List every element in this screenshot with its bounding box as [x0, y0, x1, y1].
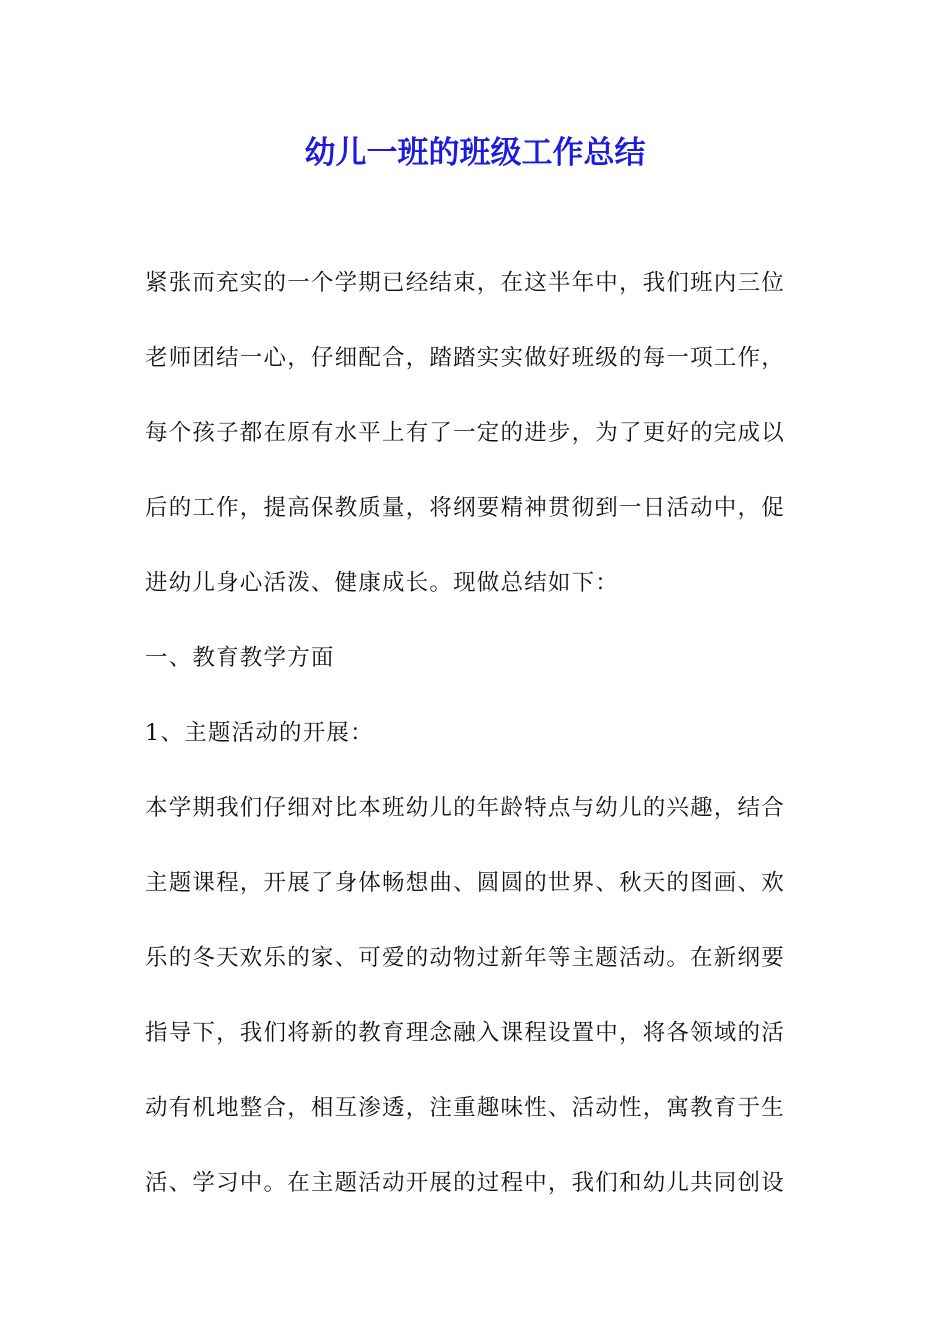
text-line: 进幼儿身心活泼、健康成长。现做总结如下：: [145, 570, 620, 596]
text-line: 动有机地整合，相互渗透，注重趣味性、活动性，寓教育于生: [145, 1095, 785, 1121]
text-line: 本学期我们仔细对比本班幼儿的年龄特点与幼儿的兴趣，结合: [145, 795, 785, 821]
document-body: [145, 246, 815, 1221]
text-line: 紧张而充实的一个学期已经结束，在这半年中，我们班内三位: [145, 270, 785, 296]
text-line: 乐的冬天欢乐的家、可爱的动物过新年等主题活动。在新纲要: [145, 945, 785, 971]
text-line: 活、学习中。在主题活动开展的过程中，我们和幼儿共同创设: [145, 1170, 785, 1196]
text-line: 主题课程，开展了身体畅想曲、圆圆的世界、秋天的图画、欢: [145, 870, 785, 896]
document-title: 幼儿一班的班级工作总结: [304, 135, 646, 171]
text-line: 每个孩子都在原有水平上有了一定的进步，为了更好的完成以: [145, 420, 785, 446]
subsection-heading: 1、主题活动的开展：: [145, 720, 374, 746]
text-line: 老师团结一心，仔细配合，踏踏实实做好班级的每一项工作，: [145, 345, 785, 371]
section-heading: 一、教育教学方面: [145, 645, 335, 671]
text-line: 后的工作，提高保教质量，将纲要精神贯彻到一日活动中，促: [145, 495, 785, 521]
text-line: 指导下，我们将新的教育理念融入课程设置中，将各领域的活: [145, 1020, 785, 1046]
